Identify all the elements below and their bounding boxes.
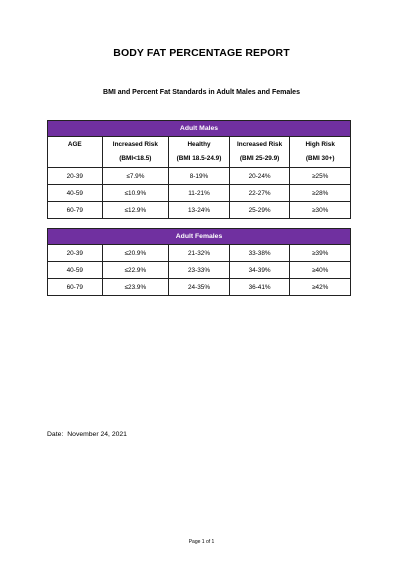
table-cell: 20-39	[48, 168, 103, 185]
column-header-line2: (BMI 18.5-24.9)	[176, 155, 222, 162]
column-header-high-risk	[290, 137, 351, 168]
table-cell: 22-27%	[229, 185, 290, 202]
table-cell: 20-39	[48, 245, 103, 262]
table-cell: ≥25%	[290, 168, 351, 185]
column-header-increased-risk-low	[102, 137, 169, 168]
column-header-line1: Healthy	[187, 141, 211, 148]
adult-females-table	[47, 228, 351, 296]
column-header-increased-risk-high	[229, 137, 290, 168]
column-header-healthy	[169, 137, 230, 168]
column-header-line2	[48, 152, 102, 166]
table-cell: 23-33%	[169, 262, 230, 279]
table-row	[48, 168, 351, 185]
females-band-header: Adult Females	[48, 229, 351, 245]
table-cell: 25-29%	[229, 202, 290, 219]
table-cell: ≤12.9%	[102, 202, 169, 219]
table-cell: ≥30%	[290, 202, 351, 219]
table-cell: ≥40%	[290, 262, 351, 279]
column-header-line1: Increased Risk	[112, 141, 158, 148]
table-cell: 13-24%	[169, 202, 230, 219]
table-cell: ≥28%	[290, 185, 351, 202]
date-value: November 24, 2021	[67, 431, 127, 438]
table-cell: 8-19%	[169, 168, 230, 185]
table-cell: 34-39%	[229, 262, 290, 279]
table-cell: 11-21%	[169, 185, 230, 202]
males-column-headers	[48, 137, 351, 168]
report-title: BODY FAT PERCENTAGE REPORT	[113, 47, 290, 59]
column-header-line1: AGE	[67, 141, 82, 148]
table-cell: 33-38%	[229, 245, 290, 262]
table-row	[48, 185, 351, 202]
table-cell: ≥39%	[290, 245, 351, 262]
table-cell: ≤22.9%	[102, 262, 169, 279]
table-row	[48, 279, 351, 296]
column-header-age	[48, 137, 103, 168]
table-row	[48, 245, 351, 262]
table-cell: ≤10.9%	[102, 185, 169, 202]
table-cell: ≥42%	[290, 279, 351, 296]
page-number: Page 1 of 1	[188, 539, 215, 545]
column-header-line1: High Risk	[305, 141, 335, 148]
table-cell: 60-79	[48, 202, 103, 219]
table-cell: 60-79	[48, 279, 103, 296]
table-row	[48, 262, 351, 279]
table-cell: ≤20.9%	[102, 245, 169, 262]
column-header-line1: Increased Risk	[237, 141, 283, 148]
table-cell: 20-24%	[229, 168, 290, 185]
table-cell: 21-32%	[169, 245, 230, 262]
table-cell: ≤23.9%	[102, 279, 169, 296]
table-cell: 40-59	[48, 185, 103, 202]
males-band-header: Adult Males	[48, 121, 351, 137]
date-label: Date:	[47, 431, 64, 438]
adult-males-table	[47, 120, 351, 219]
table-cell: 24-35%	[169, 279, 230, 296]
table-row	[48, 202, 351, 219]
column-header-line2: (BMI 25-29.9)	[239, 155, 280, 162]
report-subtitle: BMI and Percent Fat Standards in Adult Males and Females	[103, 89, 300, 96]
column-header-line2: (BMI 30+)	[305, 155, 335, 162]
table-cell: 40-59	[48, 262, 103, 279]
report-date	[47, 431, 127, 438]
table-cell: 36-41%	[229, 279, 290, 296]
table-cell: ≤7.9%	[102, 168, 169, 185]
column-header-line2: (BMI<18.5)	[119, 155, 152, 162]
